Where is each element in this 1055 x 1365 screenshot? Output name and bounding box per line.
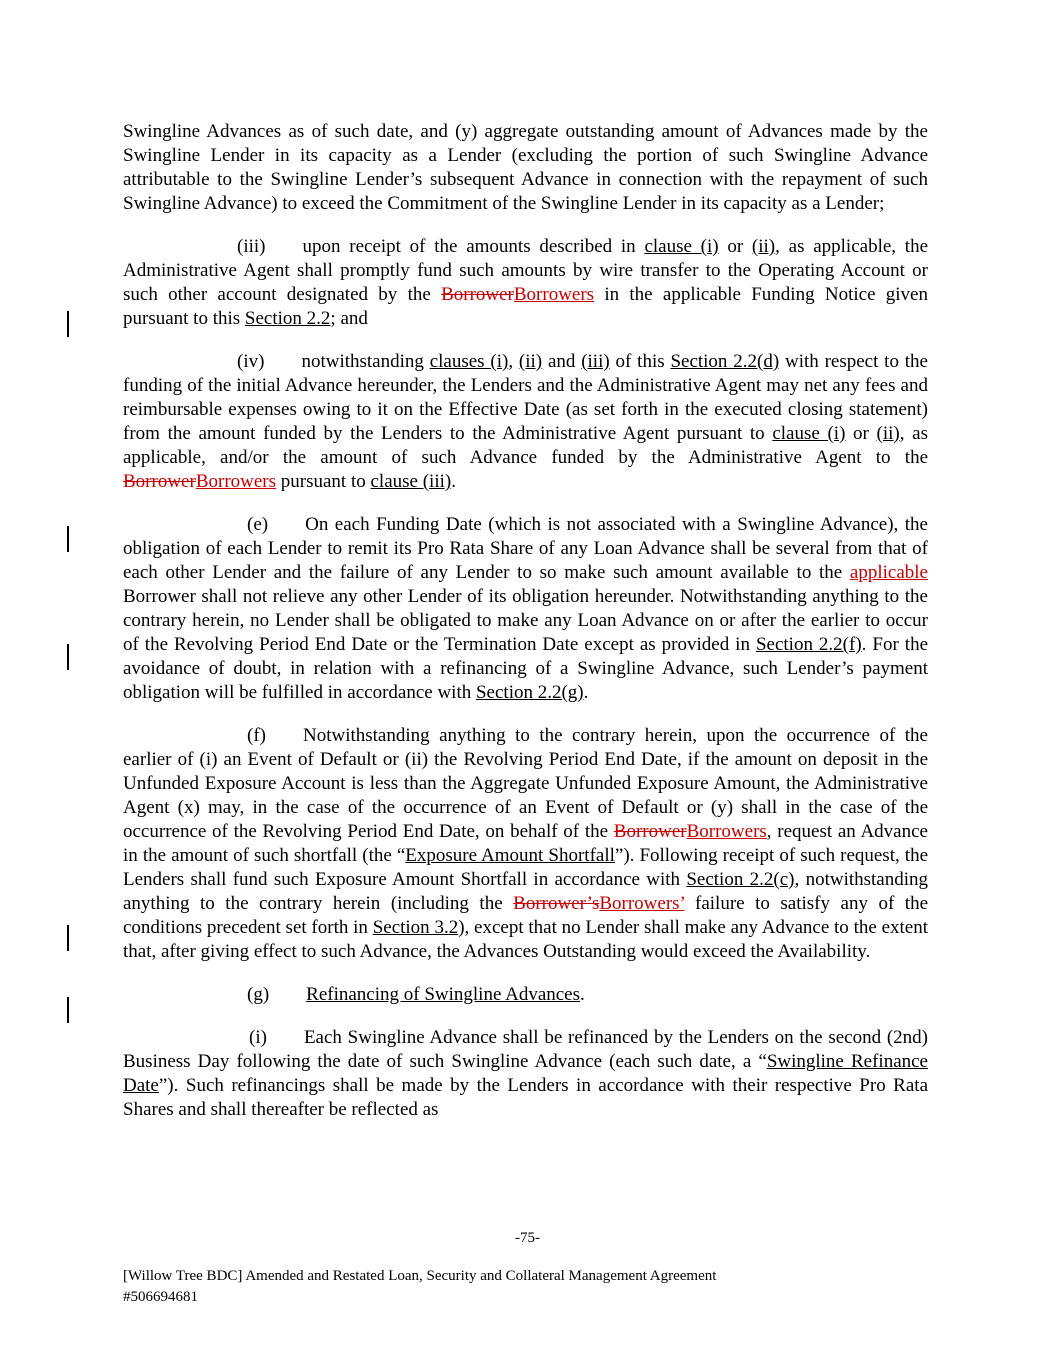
underlined-term: Section 3.2	[372, 917, 459, 938]
text-run: , as applicable, the Administrative Agent shall promptly fund such amounts by wire transfer to the Operating Account or such other account designated by the	[123, 236, 928, 305]
change-bar	[67, 925, 69, 951]
text-run: On each Funding Date (which is not associated with a Swingline Advance), the obligation of each Lender to remit its Pro Rata Share of any Loan Advance shall be several from that of each other Lender and the failure of any Lender to so make such amount available to the	[123, 514, 928, 583]
page-number: -75-	[515, 1230, 540, 1246]
para-g-i	[123, 1026, 928, 1122]
para-iv	[123, 350, 928, 494]
deleted-text: Borrower	[613, 821, 687, 842]
text-run: ”). Such refinancings shall be made by the Lenders in accordance with their respective Pro Rata Shares and shall thereafter be reflected as	[123, 1075, 928, 1120]
text-run: upon receipt of the amounts described in	[302, 236, 645, 257]
text-run: ; and	[330, 308, 368, 329]
change-bar	[67, 311, 69, 337]
text-run: (f)	[247, 725, 266, 746]
underlined-term: Refinancing of Swingline Advances	[306, 984, 581, 1005]
para-f	[123, 724, 928, 964]
text-run: , as applicable, and/or the amount of such Advance funded by the Administrative Agent to the	[123, 423, 928, 468]
text-run: (iii)	[237, 236, 266, 257]
underlined-term: (ii)	[518, 351, 543, 372]
inserted-text: Borrowers	[195, 471, 277, 492]
underlined-term: (ii)	[751, 236, 776, 257]
underlined-term: clauses (i)	[429, 351, 509, 372]
change-bar	[67, 526, 69, 552]
text-run: (e)	[247, 514, 269, 535]
text-run: of this	[609, 351, 671, 372]
text-run: Swingline Advances as of such date, and (y) aggregate outstanding amount of Advances made by the Swingline Lender in its capacity as a Lender (excluding the portion of such Swingline Advance attributable to the Swingline Lender’s subsequent Advance in connection with the repayment of such Swingline Advance) to exceed the Commitment of the Swingline Lender in its capacity as a Lender;	[123, 121, 928, 214]
para-e	[123, 513, 928, 705]
footer-doc-title: [Willow Tree BDC] Amended and Restated Loan, Security and Collateral Management Agreement	[123, 1268, 717, 1284]
para-iii	[123, 235, 928, 331]
change-bar	[67, 997, 69, 1023]
text-run: (iv)	[237, 351, 265, 372]
footer	[123, 1266, 928, 1308]
underlined-term: Swingline Refinance Date	[123, 1051, 928, 1096]
text-run: (g)	[247, 984, 270, 1005]
underlined-term: Section 2.2(f)	[755, 634, 862, 655]
text-run: .	[580, 984, 585, 1005]
text-run: . For the avoidance of doubt, in relation with a refinancing of a Swingline Advance, such Lender’s payment obligation will be fulfilled in accordance with	[123, 634, 928, 703]
inserted-text: Borrowers	[686, 821, 767, 842]
text-run: with respect to the funding of the initial Advance hereunder, the Lenders and the Administrative Agent may net any fees and reimbursable expenses owing to it on the Effective Date (as set forth in the executed closing statement) from the amount funded by the Lenders to the Administrative Agent pursuant to	[123, 351, 928, 444]
text-run: Borrower shall not relieve any other Lender of its obligation hereunder. Notwithstanding anything to the contrary herein, no Lender shall be obligated to make any Loan Advance on or after the earlier to occur of the Revolving Period End Date or the Termination Date except as provided in	[123, 586, 928, 655]
underlined-term: Section 2.2(c)	[686, 869, 795, 890]
deleted-text: Borrower	[123, 471, 196, 492]
inserted-text: Borrowers	[513, 284, 595, 305]
underlined-term: clause (iii)	[370, 471, 452, 492]
underlined-term: Section 2.2(g)	[475, 682, 584, 703]
para-g-heading	[123, 983, 928, 1007]
change-bar	[67, 644, 69, 670]
text-run: , notwithstanding anything to the contrary herein (including the	[123, 869, 929, 914]
text-run: , request an Advance in the amount of such shortfall (the “	[123, 821, 928, 866]
text-run: or	[718, 236, 752, 257]
deleted-text: Borrower	[441, 284, 514, 305]
footer-doc-id: #506694681	[123, 1289, 198, 1305]
text-run: or	[845, 423, 877, 444]
text-run: .	[451, 471, 456, 492]
text-run: and	[542, 351, 582, 372]
underlined-term: Section 2.2(d)	[670, 351, 780, 372]
underlined-term: Section 2.2	[244, 308, 331, 329]
text-run: pursuant to	[276, 471, 371, 492]
underlined-term: Exposure Amount Shortfall	[405, 845, 615, 866]
text-run: .	[583, 682, 589, 703]
underlined-term: clause (i)	[644, 236, 719, 257]
text-run: Notwithstanding anything to the contrary herein, upon the occurrence of the earlier of (i) an Event of Default or (ii) the Revolving Period End Date, if the amount on deposit in the Unfunded Exposure Account is less than the Aggregate Unfunded Exposure Amount, the Administrative Agent (x) may, in the case of the occurrence of an Event of Default or (y) shall in the case of the occurrence of the Revolving Period End Date, on behalf of the	[123, 725, 928, 842]
text-run: failure to satisfy any of the conditions precedent set forth in	[123, 893, 929, 938]
text-run: ,	[508, 351, 519, 372]
underlined-term: clause (i)	[772, 423, 846, 444]
underlined-term: (iii)	[581, 351, 610, 372]
para-continuation	[123, 120, 928, 216]
text-run: notwithstanding	[301, 351, 430, 372]
deleted-text: Borrower’s	[513, 893, 600, 914]
text-run: Each Swingline Advance shall be refinanced by the Lenders on the second (2nd) Business Day following the date of such Swingline Advance (each such date, a “	[123, 1027, 928, 1072]
text-run: ), except that no Lender shall make any Advance to the extent that, after giving effect to such Advance, the Advances Outstanding would exceed the Availability.	[123, 917, 928, 962]
text-run: (i)	[249, 1027, 267, 1048]
underlined-term: (ii)	[876, 423, 900, 444]
inserted-text: applicable	[849, 562, 928, 583]
inserted-text: Borrowers’	[599, 893, 685, 914]
text-run: in the applicable Funding Notice given pursuant to this	[123, 284, 928, 329]
text-run: ”). Following receipt of such request, the Lenders shall fund such Exposure Amount Shortfall in accordance with	[123, 845, 928, 890]
